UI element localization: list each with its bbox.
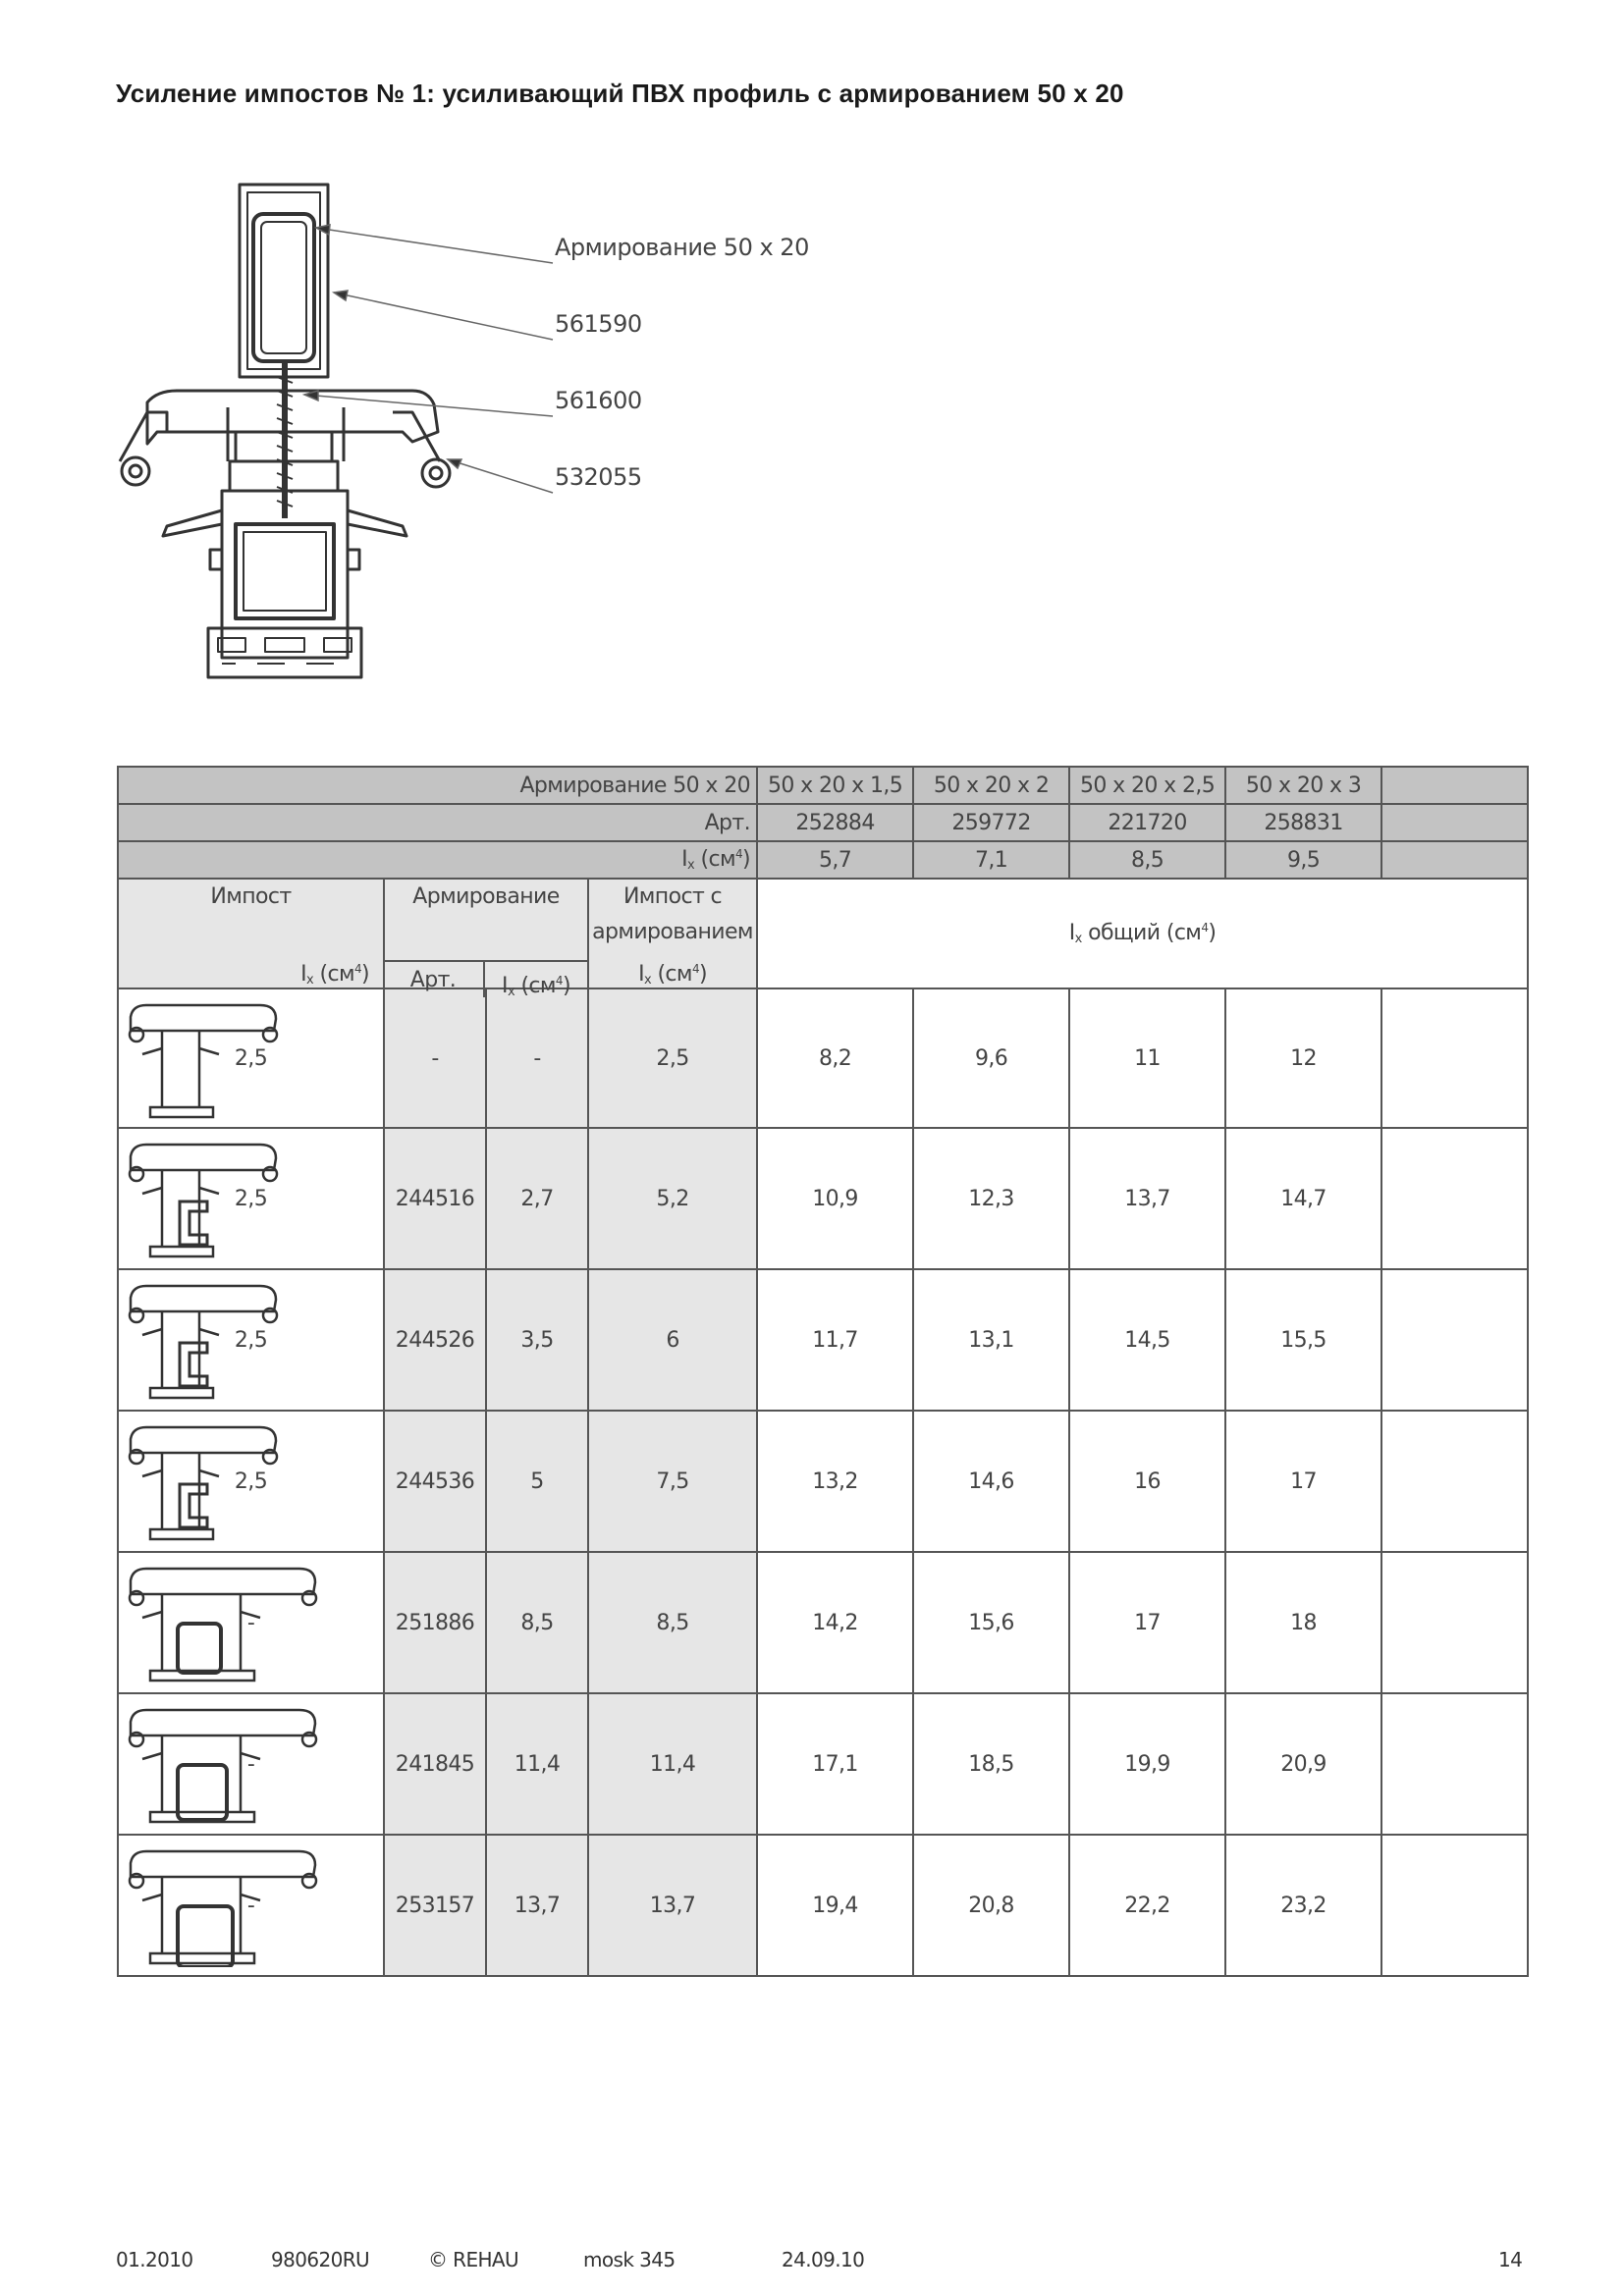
col-header: 50 х 20 х 3 [1225,767,1381,804]
combined-ix: 7,5 [588,1411,757,1552]
header-row-reinforcement [118,767,1528,804]
total-ix-value: 13,1 [913,1269,1069,1411]
empty-cell [1381,804,1528,841]
combined-ix: 13,7 [588,1835,757,1976]
total-ix-value: 12 [1225,988,1381,1128]
impost-cell [118,1128,384,1269]
impost-profile-icon [123,1137,280,1260]
table-row [118,1835,1528,1976]
total-ix-value: 13,2 [757,1411,913,1552]
page-title: Усиление импостов № 1: усиливающий ПВХ профиль с армированием 50 х 20 [116,79,1124,108]
empty-cell [1381,1835,1528,1976]
total-ix-value: 17 [1225,1411,1381,1552]
subheader-ix-total: $I_x$ общий $(см^4)$ [757,879,1528,988]
reinforcement-ix: 3,5 [486,1269,588,1411]
empty-cell [1381,1269,1528,1411]
reinforcement-article: 251886 [384,1552,486,1693]
reinforcement-article: 244526 [384,1269,486,1411]
total-ix-value: 22,2 [1069,1835,1225,1976]
total-ix-value: 14,6 [913,1411,1069,1552]
reinforcement-article: 244516 [384,1128,486,1269]
article-cell: 259772 [913,804,1069,841]
subheader-art: Арт. [383,960,485,997]
impost-profile-icon [123,997,280,1121]
subheader-row [118,879,1528,988]
total-ix-value: 20,8 [913,1835,1069,1976]
header-row-ix [118,841,1528,879]
table-row [118,1128,1528,1269]
subheader-reinf-ix: $I_x$ $(см^4)$ [485,960,587,997]
combined-ix: 11,4 [588,1693,757,1835]
combined-ix: 5,2 [588,1128,757,1269]
empty-cell [1381,1411,1528,1552]
ix-cell: 7,1 [913,841,1069,879]
combined-ix: 6 [588,1269,757,1411]
col-header: 50 х 20 х 2,5 [1069,767,1225,804]
reinforcement-article: 244536 [384,1411,486,1552]
header-ix-label: $I_x$ $(см^4)$ [118,841,757,879]
reinforcement-ix: 13,7 [486,1835,588,1976]
reinforcement-ix: 2,7 [486,1128,588,1269]
empty-cell [1381,1552,1528,1693]
total-ix-value: 16 [1069,1411,1225,1552]
total-ix-value: 15,6 [913,1552,1069,1693]
col-header: 50 х 20 х 1,5 [757,767,913,804]
header-art-label: Арт. [118,804,757,841]
reinforcement-table [117,766,1529,1977]
reinforcement-article: - [384,988,486,1128]
col-header: 50 х 20 х 2 [913,767,1069,804]
mullion-section-drawing [0,0,884,707]
article-cell: 252884 [757,804,913,841]
total-ix-value: 18 [1225,1552,1381,1693]
empty-cell [1381,767,1528,804]
impost-cell [118,1835,384,1976]
article-cell: 221720 [1069,804,1225,841]
empty-cell [1381,841,1528,879]
total-ix-value: 14,7 [1225,1128,1381,1269]
table-row [118,1693,1528,1835]
impost-cell [118,988,384,1128]
header-row-article [118,804,1528,841]
impost-ix-value: - [246,1893,255,1918]
header-reinforcement-label: Армирование 50 х 20 [118,767,757,804]
empty-cell [1381,1693,1528,1835]
total-ix-value: 17 [1069,1552,1225,1693]
impost-profile-icon [123,1561,319,1684]
impost-cell [118,1411,384,1552]
total-ix-value: 9,6 [913,988,1069,1128]
combined-ix: 2,5 [588,988,757,1128]
total-ix-value: 20,9 [1225,1693,1381,1835]
table-row [118,1411,1528,1552]
reinforcement-article: 241845 [384,1693,486,1835]
footer-mosk: mosk 345 [583,2248,676,2271]
total-ix-value: 23,2 [1225,1835,1381,1976]
total-ix-value: 17,1 [757,1693,913,1835]
impost-ix-value: 2,5 [234,1045,268,1071]
reinforcement-ix: - [486,988,588,1128]
article-cell: 258831 [1225,804,1381,841]
footer-print-date: 24.09.10 [782,2248,865,2271]
reinforcement-ix: 5 [486,1411,588,1552]
subheader-impost: Импост $I_x$ $(см^4)$ [118,879,384,988]
total-ix-value: 19,9 [1069,1693,1225,1835]
subheader-reinforcement: Армирование [384,879,588,988]
total-ix-value: 12,3 [913,1128,1069,1269]
subheader-combo: Импост с армированием $I_x$ $(см^4)$ [588,879,757,988]
empty-cell [1381,988,1528,1128]
impost-ix-value: 2,5 [234,1186,268,1211]
total-ix-value: 13,7 [1069,1128,1225,1269]
footer-page-number: 14 [1498,2248,1523,2271]
reinforcement-ix: 11,4 [486,1693,588,1835]
impost-ix-value: 2,5 [234,1468,268,1494]
callout-561600: 561600 [555,387,642,414]
empty-cell [1381,1128,1528,1269]
reinforcement-split-labels [383,960,587,997]
footer-copyright: © REHAU [428,2248,519,2271]
total-ix-value: 10,9 [757,1128,913,1269]
impost-cell [118,1693,384,1835]
total-ix-value: 11,7 [757,1269,913,1411]
total-ix-value: 19,4 [757,1835,913,1976]
impost-profile-icon [123,1278,280,1402]
impost-ix-value: 2,5 [234,1327,268,1353]
table-row [118,1552,1528,1693]
impost-profile-icon [123,1702,319,1826]
callout-reinforcement: Армирование 50 х 20 [555,234,809,261]
impost-ix-value: - [246,1751,255,1777]
table-row [118,1269,1528,1411]
footer-date: 01.2010 [116,2248,193,2271]
combined-ix: 8,5 [588,1552,757,1693]
impost-ix-value: - [246,1610,255,1635]
table-row [118,988,1528,1128]
reinforcement-article: 253157 [384,1835,486,1976]
total-ix-value: 8,2 [757,988,913,1128]
ix-cell: 9,5 [1225,841,1381,879]
total-ix-value: 14,5 [1069,1269,1225,1411]
ix-cell: 5,7 [757,841,913,879]
impost-profile-icon [123,1419,280,1543]
impost-profile-icon [123,1843,319,1967]
callout-532055: 532055 [555,463,642,491]
total-ix-value: 11 [1069,988,1225,1128]
total-ix-value: 18,5 [913,1693,1069,1835]
ix-cell: 8,5 [1069,841,1225,879]
reinforcement-ix: 8,5 [486,1552,588,1693]
impost-cell [118,1269,384,1411]
total-ix-value: 15,5 [1225,1269,1381,1411]
total-ix-value: 14,2 [757,1552,913,1693]
footer-doc-code: 980620RU [271,2248,370,2271]
callout-561590: 561590 [555,310,642,338]
impost-cell [118,1552,384,1693]
